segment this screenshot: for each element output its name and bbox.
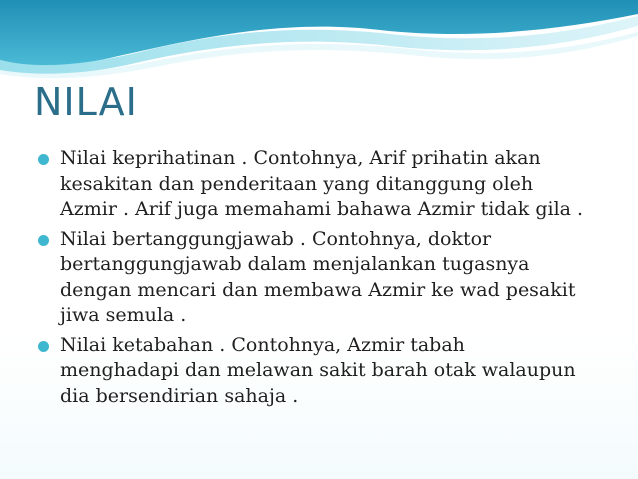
bullet-line: Nilai keprihatinan . Contohnya, Arif prihatin akan xyxy=(60,147,541,169)
bullet-dot-icon xyxy=(38,341,49,352)
bullet-dot-icon xyxy=(38,154,49,165)
header-wave-decoration xyxy=(0,0,638,80)
slide-title: NILAI xyxy=(34,80,138,124)
bullet-item xyxy=(36,146,616,223)
bullet-line: jiwa semula . xyxy=(60,304,187,326)
bullet-item xyxy=(36,227,616,329)
bullet-line: menghadapi dan melawan sakit barah otak walaupun xyxy=(60,359,576,381)
bullet-line: dia bersendirian sahaja . xyxy=(60,384,299,407)
bullet-line: dengan mencari dan membawa Azmir ke wad pesakit xyxy=(60,278,576,301)
bullet-line: Azmir . Arif juga memahami bahawa Azmir tidak gila . xyxy=(60,198,584,220)
bullet-item xyxy=(36,333,616,410)
bullet-list xyxy=(36,146,616,413)
bullet-line: kesakitan dan penderitaan yang ditanggung oleh xyxy=(60,172,534,195)
bullet-line: Nilai ketabahan . Contohnya, Azmir tabah xyxy=(60,333,465,356)
bullet-dot-icon xyxy=(38,235,49,246)
bullet-line: Nilai bertanggungjawab . Contohnya, doktor xyxy=(60,227,492,250)
bullet-line: bertanggungjawab dalam menjalankan tugasnya xyxy=(60,253,530,275)
